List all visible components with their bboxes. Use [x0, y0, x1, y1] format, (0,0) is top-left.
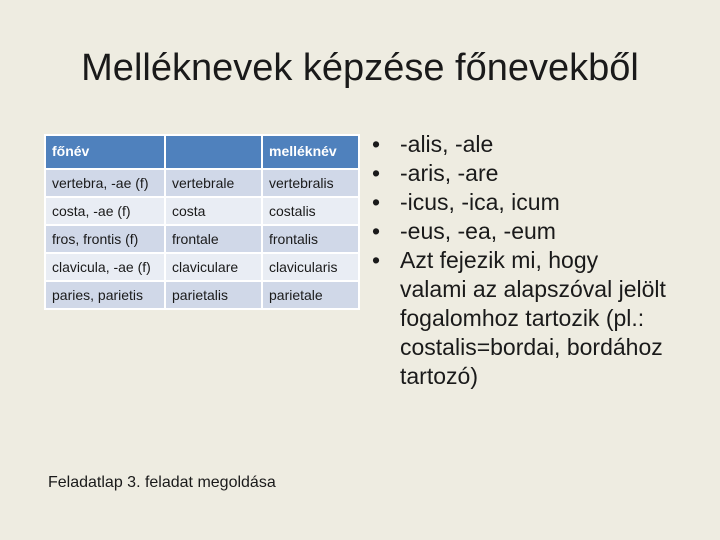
table-row — [45, 197, 359, 225]
table-row — [45, 225, 359, 253]
table-row — [45, 281, 359, 309]
table-cell: frontalis — [262, 225, 359, 253]
slide-title: Melléknevek képzése főnevekből — [81, 47, 639, 89]
list-item — [366, 246, 666, 391]
list-item-text: -aris, -are — [400, 160, 499, 186]
table-cell: clavicula, -ae (f) — [45, 253, 165, 281]
list-item-text: -eus, -ea, -eum — [400, 218, 556, 244]
table-cell: vertebrale — [165, 169, 262, 197]
table-cell: clavicularis — [262, 253, 359, 281]
table-cell: costa — [165, 197, 262, 225]
bullet-icon: • — [371, 189, 381, 215]
list-item-text: -alis, -ale — [400, 131, 494, 157]
table-cell: claviculare — [165, 253, 262, 281]
bullet-icon: • — [371, 218, 381, 244]
header-fonev: főnév — [45, 135, 165, 169]
list-item — [366, 159, 666, 188]
word-formation-table — [44, 134, 360, 310]
table-cell: frontale — [165, 225, 262, 253]
header-blank — [165, 135, 262, 169]
footer-caption: Feladatlap 3. feladat megoldása — [48, 474, 276, 491]
table-header-row — [45, 135, 359, 169]
bullet-icon: • — [371, 247, 381, 273]
table-cell: vertebralis — [262, 169, 359, 197]
table-cell: paries, parietis — [45, 281, 165, 309]
table-cell: vertebra, -ae (f) — [45, 169, 165, 197]
table-cell: costa, -ae (f) — [45, 197, 165, 225]
list-item-text: -icus, -ica, icum — [400, 189, 560, 215]
list-item — [366, 217, 666, 246]
header-melleknev: melléknév — [262, 135, 359, 169]
table-cell: fros, frontis (f) — [45, 225, 165, 253]
list-item — [366, 188, 666, 217]
list-item-text: Azt fejezik mi, hogy valami az alapszóval jelölt fogalomhoz tartozik (pl.: costalis=bordai, bordához tartozó) — [400, 247, 666, 389]
list-item — [366, 130, 666, 159]
table-row — [45, 253, 359, 281]
table-cell: parietalis — [165, 281, 262, 309]
table-row — [45, 169, 359, 197]
bullet-icon: • — [371, 160, 381, 186]
table-cell: parietale — [262, 281, 359, 309]
suffix-bullet-list — [366, 130, 666, 391]
table-cell: costalis — [262, 197, 359, 225]
bullet-icon: • — [371, 131, 381, 157]
